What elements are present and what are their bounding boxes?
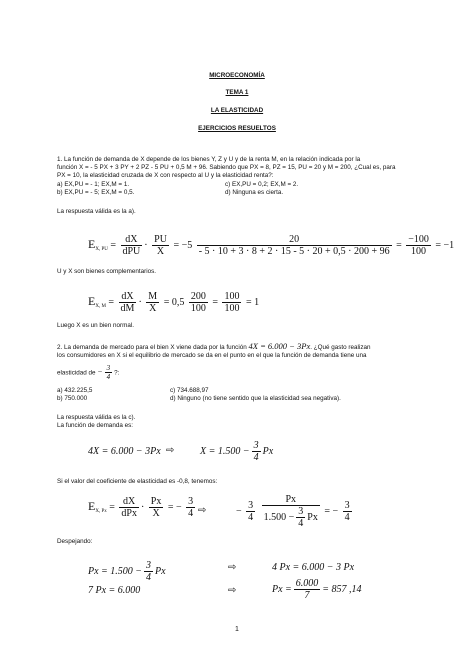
q2-solve-step1: Px = 1.500 − $\frac{3}{4}$ Px (88, 560, 166, 583)
q2-demand-eq: 4X = 6.000 − 3Px (88, 446, 161, 457)
q1-answer: La respuesta válida es la a). (57, 208, 136, 215)
subject-title: MICROECONOMÍA (209, 72, 265, 79)
arrow-icon: ⇨ (228, 562, 237, 573)
q2-option-c: c) 734.688,97 (170, 387, 209, 394)
arrow-icon: ⇨ (198, 505, 207, 516)
q2-line3: elasticidad de − $\frac{3}{4}$ ?: (57, 364, 120, 382)
q2-elasticity-eq: $E_{X, Px}$ = $\frac{dX}{\text{dPx}}$ · $\frac{Px}{X}$ = − $\frac{3}{4}$ (88, 496, 194, 519)
q2-demand-label: La función de demanda es: (57, 422, 133, 429)
q2-demand-eq-solved: X = 1.500 − $\frac{3}{4}$ Px (200, 440, 274, 463)
q2-solve-step3: 7 Px = 6.000 (88, 585, 141, 596)
section-title: EJERCICIOS RESUELTOS (198, 125, 276, 132)
q2-line2: los consumidores en X si el equilibrio de mercado se da en el punto en el que la función de demanda tiene una (57, 352, 367, 359)
q1-option-a: a) EX,PU = - 1; EX,M = 1. (57, 181, 130, 188)
q2-option-a: a) 432.225,5 (57, 387, 93, 394)
q2-option-d: d) Ninguno (no tiene sentido que la elasticidad sea negativa). (170, 395, 341, 402)
q1-line3: PX = 10, la elasticidad cruzada de X con respecto al U y la elasticidad renta?: (57, 172, 274, 179)
page-number: 1 (235, 626, 239, 633)
q1-option-d: d) Ninguna es cierta. (225, 189, 284, 196)
arrow-icon: ⇨ (228, 585, 237, 596)
q1-option-b: b) EX,PU = - 5; EX,M = 0,5. (57, 189, 135, 196)
q1-eq-cross-elasticity: $E_{X, PU}$ = $\frac{dX}{\text{dPU}}$ · $\frac{PU}{X}$ = −5 $\frac{20}{- 5 \cdot 10 + 3 \cdot 8 + 2 \cdot 15 - 5 \cdot 20 + 0,5 \cdot 200 + 96}$ = $\frac{-100}{100}$ = −1 (88, 234, 455, 257)
arrow-icon: ⇨ (166, 445, 175, 456)
q2-answer: La respuesta válida es la c). (57, 414, 136, 421)
q2-despejando: Despejando: (57, 538, 93, 545)
q1-note-normal: Luego X es un bien normal. (57, 322, 135, 329)
q2-solve-result: Px = $\frac{6.000}{7}$ = 857 ,14 (272, 578, 362, 601)
tema-title: TEMA 1 (225, 89, 249, 96)
q1-note-complementary: U y X son bienes complementarios. (57, 268, 157, 275)
topic-title: LA ELASTICIDAD (210, 107, 264, 114)
q1-option-c: c) EX,PU = 0,2; EX,M = 2. (225, 181, 299, 188)
q1-eq-income-elasticity: $E_{X, M}$ = $\frac{dX}{dM}$ · $\frac{M}{X}$ = 0,5 $\frac{200}{100}$ = $\frac{100}{100}$ = 1 (88, 291, 260, 314)
q1-line1: 1. La función de demanda de X depende de los bienes Y, Z y U y de la renta M, en la relación indicada por la (57, 156, 361, 163)
q2-elasticity-substituted: − $\frac{3}{4}$ Px 1.500 − $\frac{3}{4}$ Px = − $\frac{3}{4}$ (236, 494, 350, 529)
q2-coef-label: Si el valor del coeficiente de elasticidad es -0,8, tenemos: (57, 478, 218, 485)
q1-line2: función X = - 5 PX + 3 PY + 2 PZ - 5 PU + 0,5 M + 96. Sabiendo que PX = 8, PZ = 15, PU = 20 y M = 200, ¿Cual es, para (57, 164, 396, 171)
q2-option-b: b) 750.000 (57, 395, 88, 402)
q2-line1: 2. La demanda de mercado para el bien X viene dada por la función 4X = 6.000 − 3Px. ¿Qué gasto realizan (57, 341, 371, 351)
q2-solve-step2: 4 Px = 6.000 − 3 Px (272, 562, 355, 573)
